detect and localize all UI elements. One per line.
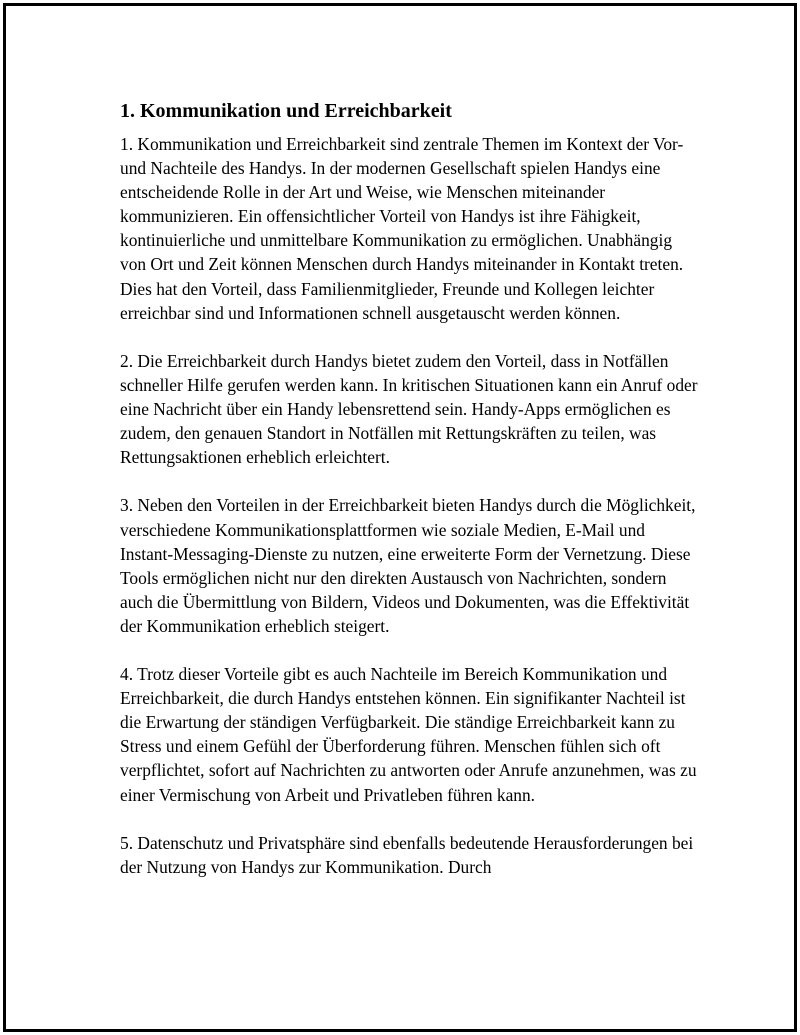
paragraph-4: 4. Trotz dieser Vorteile gibt es auch Nachteile im Bereich Kommunikation und Erreichbarkeit, die durch Handys entstehen können. Ein signifikanter Nachteil ist die Erwartung der ständigen Verfügbarkeit. Die ständige Erreichbarkeit kann zu Stress und einem Gefühl der Überforderung führen. Menschen fühlen sich oft verpflichtet, sofort auf Nachrichten zu antworten oder Anrufe anzunehmen, was zu einer Vermischung von Arbeit und Privatleben führen kann.	[120, 664, 697, 805]
paragraph-5: 5. Datenschutz und Privatsphäre sind ebenfalls bedeutende Herausforderungen bei der Nutzung von Handys zur Kommunikation. Durch	[120, 832, 694, 877]
document-title: 1. Kommunikation und Erreichbarkeit	[120, 100, 452, 122]
paragraph-1: 1. Kommunikation und Erreichbarkeit sind zentrale Themen im Kontext der Vor- und Nachteile des Handys. In der modernen Gesellschaft spielen Handys eine entscheidende Rolle in der Art und Weise, wie Menschen miteinander kommunizieren. Ein offensichtlicher Vorteil von Handys ist ihre Fähigkeit, kontinuierliche und unmittelbare Kommunikation zu ermöglichen. Unabhängig von Ort und Zeit können Menschen durch Handys miteinander in Kontakt treten. Dies hat den Vorteil, dass Familienmitglieder, Freunde und Kollegen leichter erreichbar sind und Informationen schnell ausgetauscht werden können.	[120, 134, 684, 323]
page-frame	[3, 3, 797, 1032]
paragraph-2: 2. Die Erreichbarkeit durch Handys bietet zudem den Vorteil, dass in Notfällen schneller Hilfe gerufen werden kann. In kritischen Situationen kann ein Anruf oder eine Nachricht über ein Handy lebensrettend sein. Handy-Apps ermöglichen es zudem, den genauen Standort in Notfällen mit Rettungskräften zu teilen, was Rettungsaktionen erheblich erleichtert.	[120, 350, 698, 468]
document-body	[120, 98, 700, 903]
paragraph-3: 3. Neben den Vorteilen in der Erreichbarkeit bieten Handys durch die Möglichkeit, verschiedene Kommunikationsplattformen wie soziale Medien, E-Mail und Instant-Messaging-Dienste zu nutzen, eine erweiterte Form der Vernetzung. Diese Tools ermöglichen nicht nur den direkten Austausch von Nachrichten, sondern auch die Übermittlung von Bildern, Videos und Dokumenten, was die Effektivität der Kommunikation erheblich steigert.	[120, 495, 696, 636]
